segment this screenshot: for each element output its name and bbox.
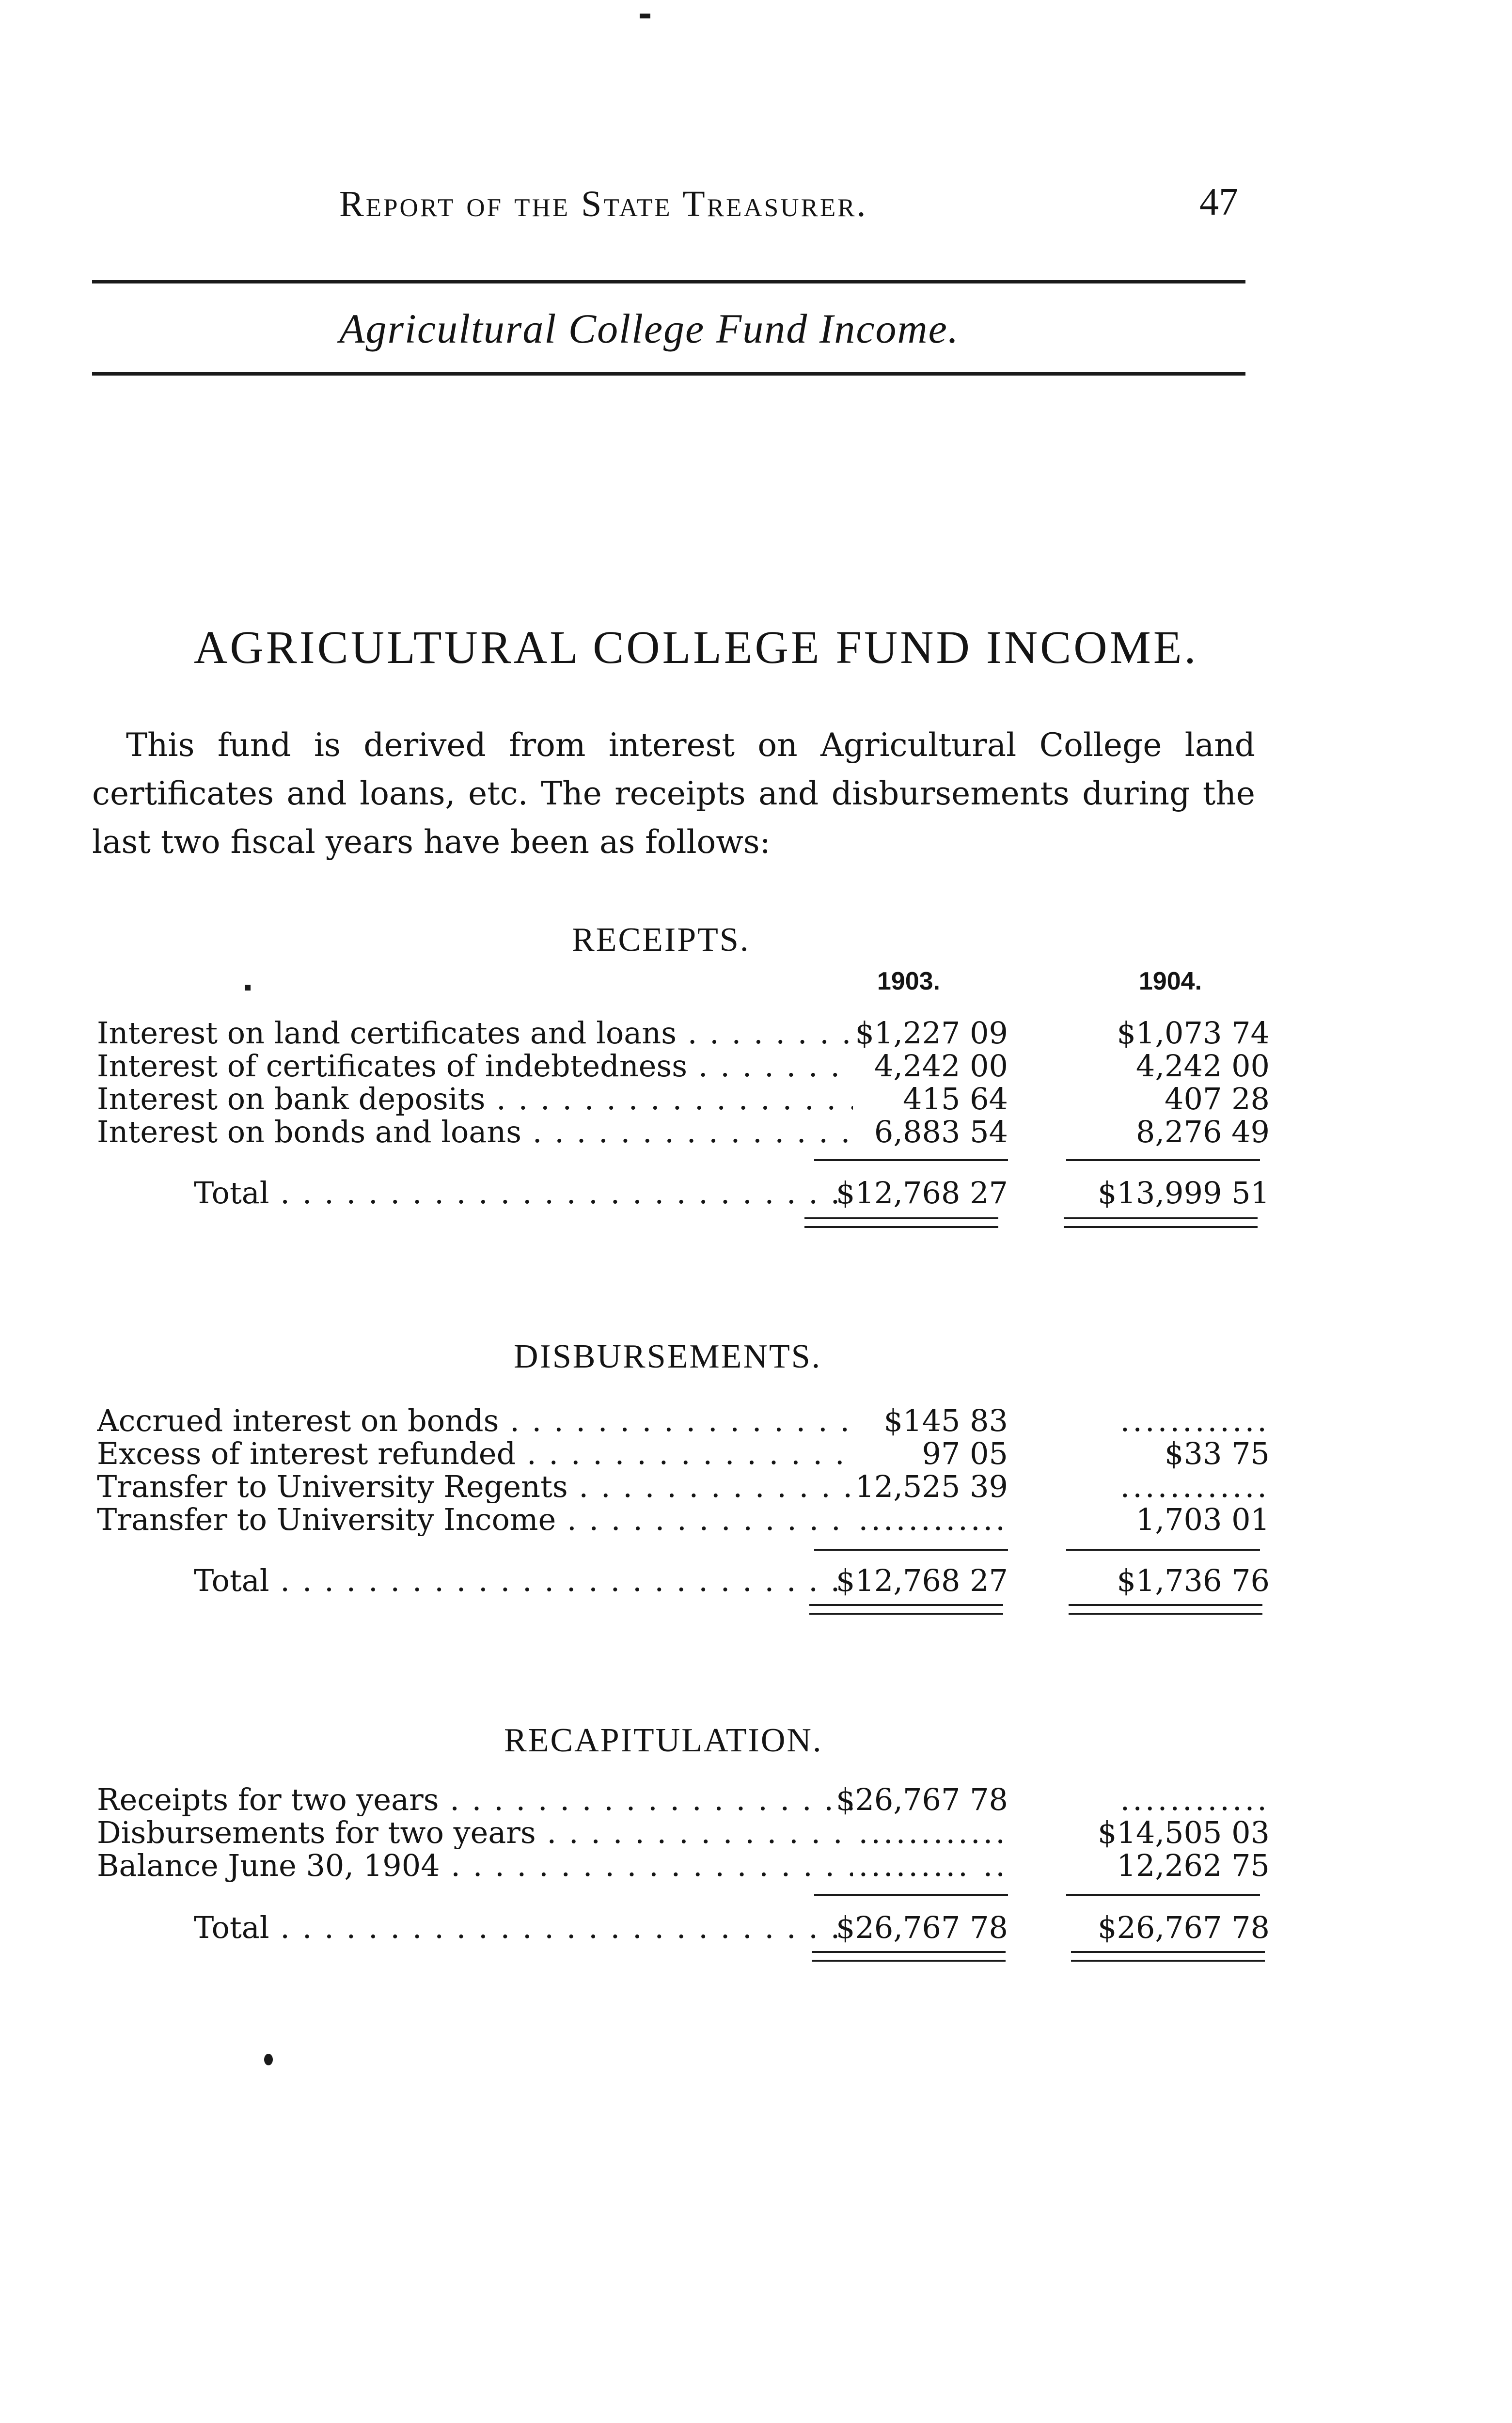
total-1903: $12,768 27 bbox=[836, 1563, 1008, 1598]
table-row bbox=[92, 1404, 1270, 1437]
disbursements-title: DISBURSEMENTS. bbox=[514, 1338, 822, 1375]
amount-1903: ......... .. bbox=[858, 1848, 1008, 1883]
running-subtitle: Agricultural College Fund Income. bbox=[339, 305, 960, 352]
sum-rule bbox=[814, 1894, 1008, 1896]
amount-1904: ............ bbox=[1120, 1403, 1270, 1438]
amount-1903: $1,227 09 bbox=[855, 1015, 1008, 1051]
sum-rule bbox=[1066, 1549, 1260, 1551]
amount-1904: 8,276 49 bbox=[1135, 1114, 1270, 1149]
total-row bbox=[92, 1564, 1270, 1597]
row-label: Receipts for two years . . . bbox=[97, 1783, 853, 1816]
total-row bbox=[92, 1911, 1270, 1944]
amount-1904: ............ bbox=[1120, 1469, 1270, 1504]
amount-1903: 4,242 00 bbox=[874, 1048, 1008, 1084]
year-1904-header: 1904. bbox=[1138, 967, 1202, 995]
intro-paragraph: This fund is derived from interest on Agricultural College land certificates and loans, etc. The receipts and disbursements during the last two fiscal years have been as follows: bbox=[92, 726, 1255, 861]
row-label: Interest on bank deposits . . . bbox=[97, 1083, 853, 1116]
amount-1903: ............ bbox=[858, 1502, 1008, 1537]
total-label: Total . . . bbox=[194, 1177, 853, 1210]
header-rule-bottom bbox=[92, 372, 1245, 376]
amount-1904: $33 75 bbox=[1165, 1436, 1270, 1471]
row-label: Interest on bonds and loans . . . bbox=[97, 1116, 853, 1149]
total-row bbox=[92, 1177, 1270, 1210]
amount-1903: 97 05 bbox=[922, 1436, 1008, 1471]
row-label: Balance June 30, 1904 . . . bbox=[97, 1849, 853, 1882]
total-1904: $1,736 76 bbox=[1117, 1563, 1270, 1598]
table-row bbox=[92, 1470, 1270, 1503]
table-row bbox=[92, 1849, 1270, 1882]
total-label: Total . . . bbox=[194, 1911, 853, 1944]
sum-rule bbox=[814, 1549, 1008, 1551]
row-label: Excess of interest refunded . . . bbox=[97, 1437, 853, 1470]
recapitulation-title: RECAPITULATION. bbox=[504, 1722, 823, 1759]
year-1903-header: 1903. bbox=[877, 967, 940, 995]
amount-1904: ............ bbox=[1120, 1782, 1270, 1817]
sum-rule bbox=[1066, 1894, 1260, 1896]
amount-1904: $14,505 03 bbox=[1098, 1815, 1270, 1850]
row-label: Transfer to University Regents . . . bbox=[97, 1470, 853, 1503]
amount-1903: ............ bbox=[858, 1815, 1008, 1850]
amount-1904: 4,242 00 bbox=[1135, 1048, 1270, 1084]
amount-1903: $145 83 bbox=[883, 1403, 1008, 1438]
amount-1904: 1,703 01 bbox=[1135, 1502, 1270, 1537]
double-rule bbox=[804, 1217, 998, 1228]
amount-1903: 12,525 39 bbox=[855, 1469, 1008, 1504]
table-row bbox=[92, 1503, 1270, 1536]
bullet-mark bbox=[245, 985, 251, 991]
amount-1903: $26,767 78 bbox=[836, 1782, 1008, 1817]
table-row bbox=[92, 1083, 1270, 1116]
amount-1904: $1,073 74 bbox=[1117, 1015, 1270, 1051]
total-label: Total . . . bbox=[194, 1564, 853, 1597]
row-label: Accrued interest on bonds . . . bbox=[97, 1404, 853, 1437]
table-row bbox=[92, 1050, 1270, 1083]
sum-rule bbox=[1066, 1159, 1260, 1161]
table-row bbox=[92, 1116, 1270, 1149]
receipts-title: RECEIPTS. bbox=[572, 921, 750, 959]
ink-dot bbox=[264, 2054, 273, 2065]
amount-1904: 407 28 bbox=[1165, 1081, 1270, 1117]
section-title: AGRICULTURAL COLLEGE FUND INCOME. bbox=[194, 621, 1198, 673]
total-1903: $12,768 27 bbox=[836, 1175, 1008, 1211]
row-label: Disbursements for two years . . . bbox=[97, 1816, 853, 1849]
page-number: 47 bbox=[1199, 181, 1238, 223]
total-1903: $26,767 78 bbox=[836, 1910, 1008, 1945]
double-rule bbox=[1064, 1217, 1258, 1228]
table-row bbox=[92, 1437, 1270, 1470]
table-row bbox=[92, 1017, 1270, 1050]
header-rule-top bbox=[92, 280, 1245, 283]
amount-1903: 6,883 54 bbox=[874, 1114, 1008, 1149]
double-rule bbox=[1071, 1951, 1265, 1962]
row-label: Interest of certificates of indebtedness . . . bbox=[97, 1050, 853, 1083]
total-1904: $26,767 78 bbox=[1098, 1910, 1270, 1945]
table-row bbox=[92, 1783, 1270, 1816]
scan-mark bbox=[640, 14, 650, 18]
double-rule bbox=[809, 1604, 1003, 1615]
table-row bbox=[92, 1816, 1270, 1849]
double-rule bbox=[812, 1951, 1006, 1962]
running-title: Report of the State Treasurer. bbox=[339, 184, 868, 224]
amount-1904: 12,262 75 bbox=[1117, 1848, 1270, 1883]
sum-rule bbox=[814, 1159, 1008, 1161]
row-label: Transfer to University Income . . . bbox=[97, 1503, 853, 1536]
total-1904: $13,999 51 bbox=[1098, 1175, 1270, 1211]
amount-1903: 415 64 bbox=[903, 1081, 1008, 1117]
double-rule bbox=[1069, 1604, 1262, 1615]
row-label: Interest on land certificates and loans . . . bbox=[97, 1017, 853, 1050]
